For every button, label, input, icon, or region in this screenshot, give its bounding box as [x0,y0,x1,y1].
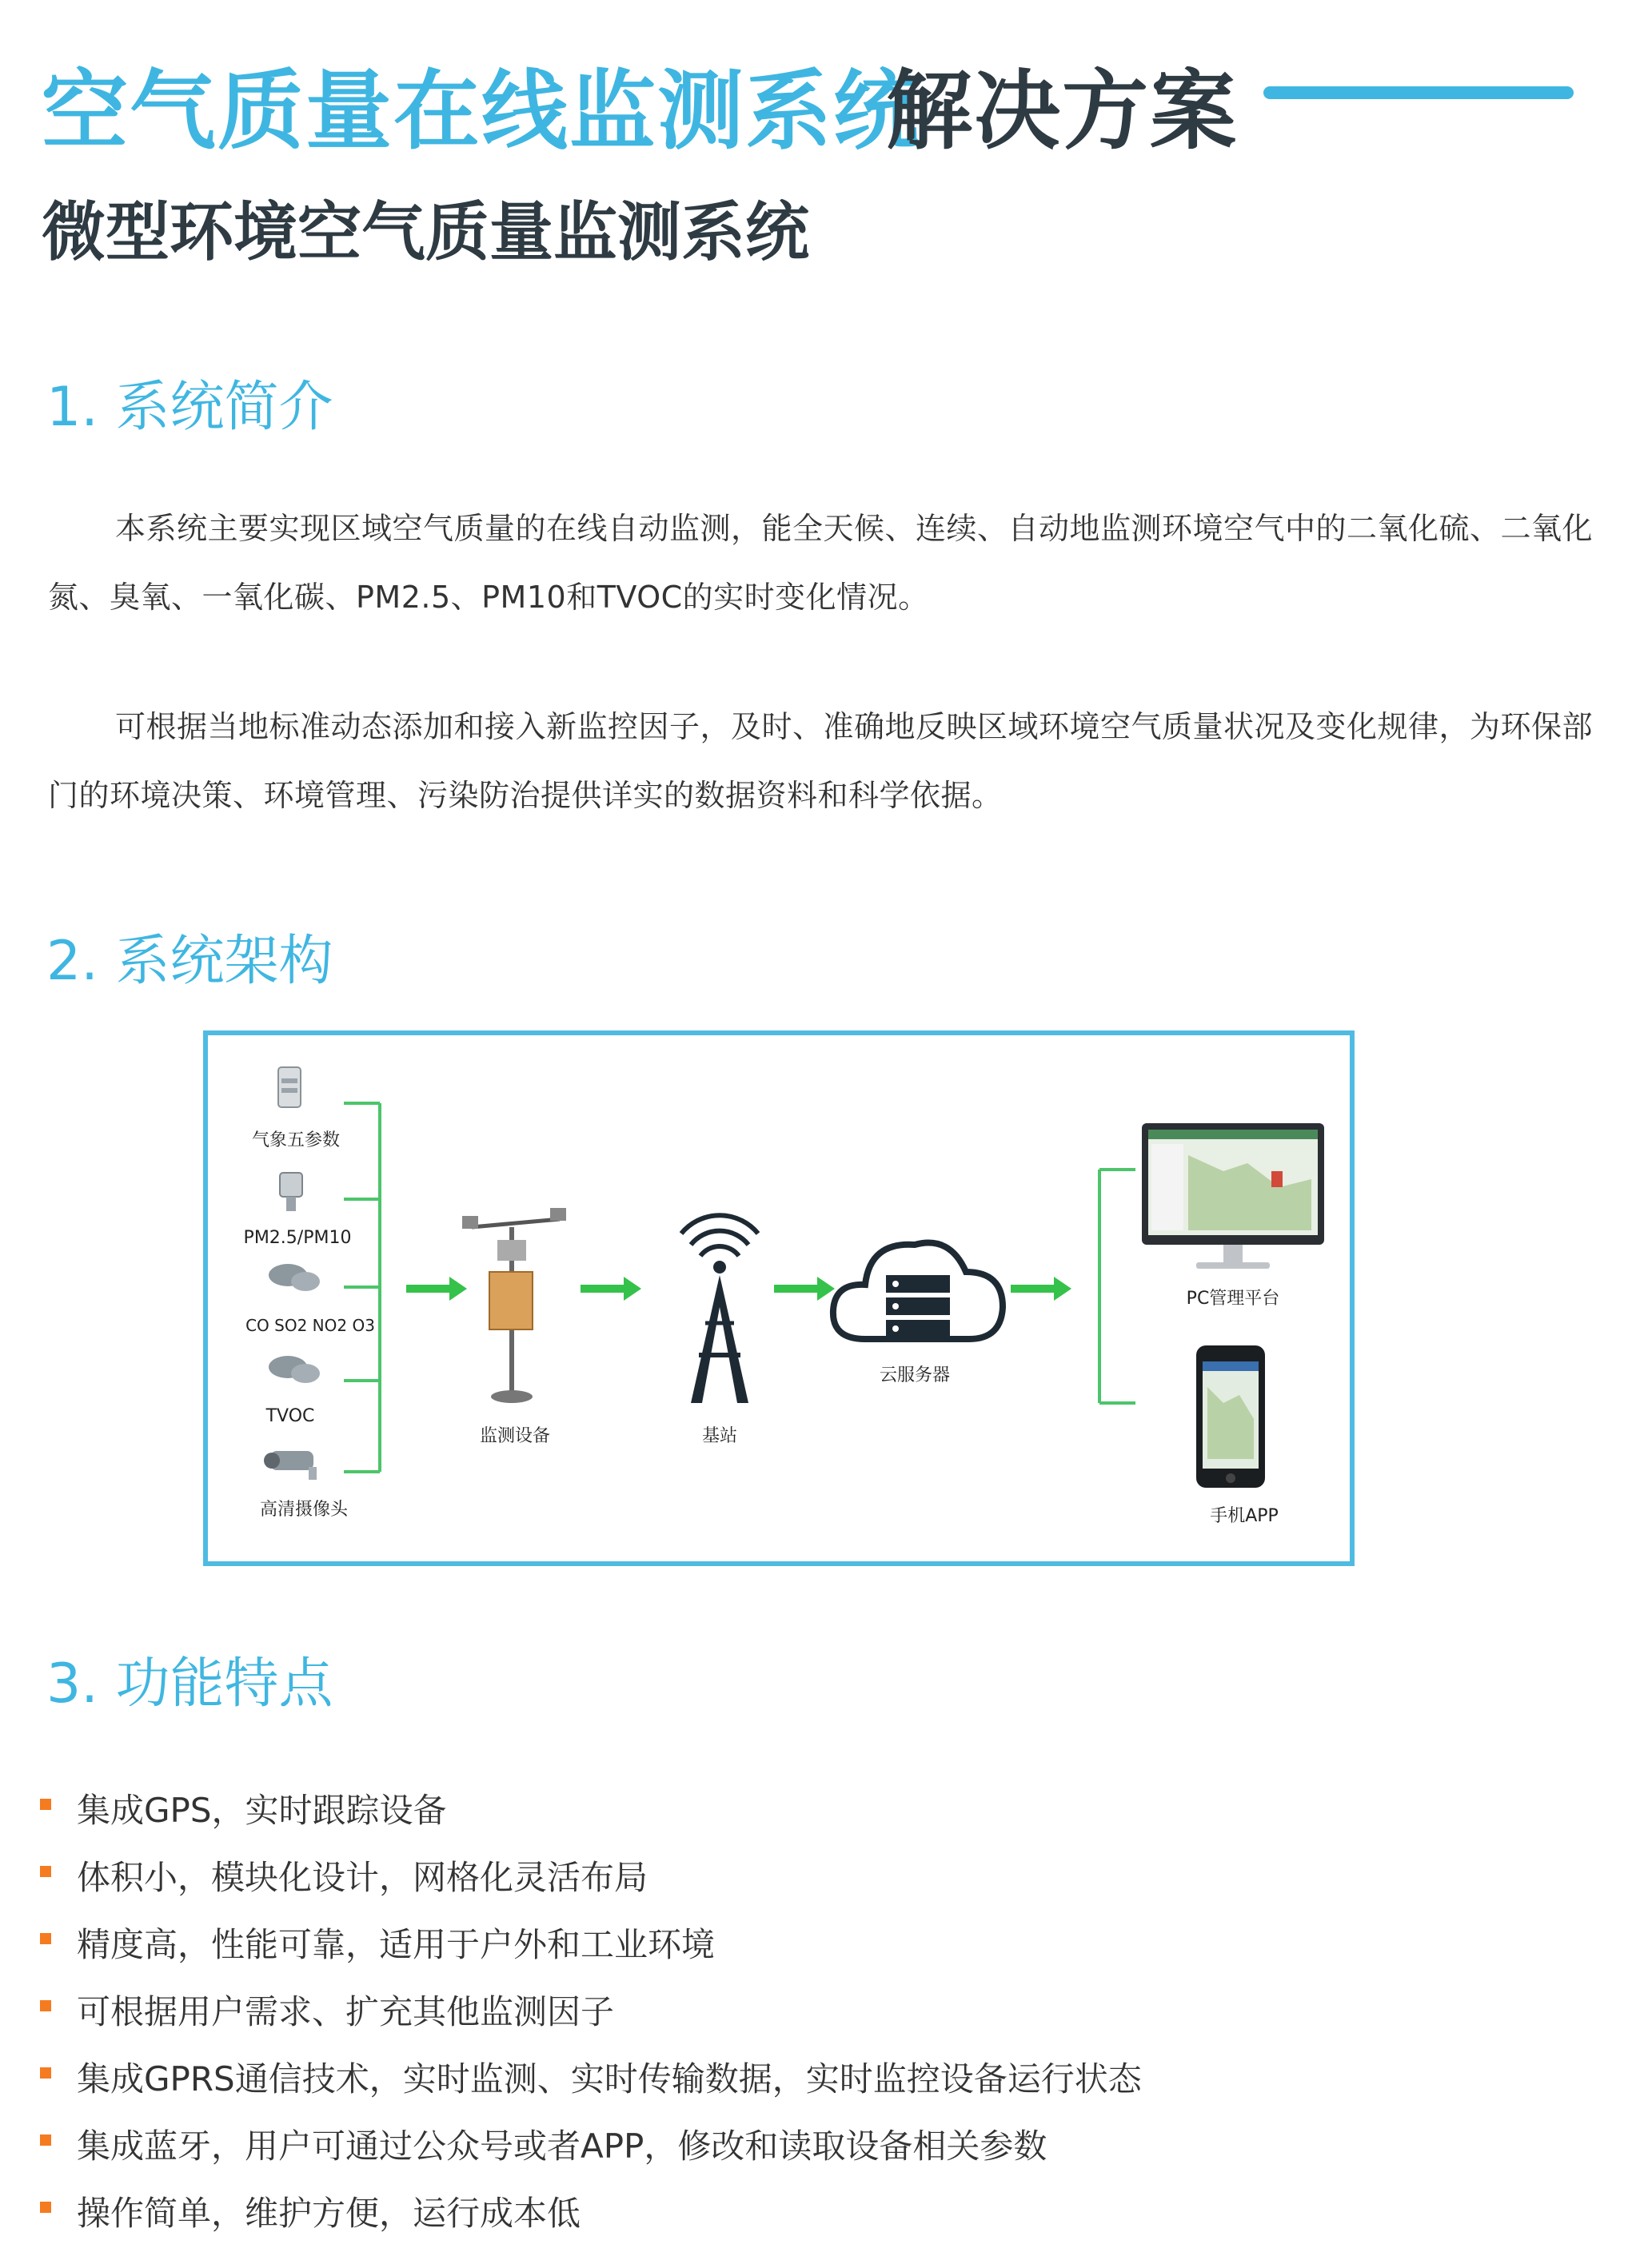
app-label: 手机APP [1210,1506,1279,1526]
station-label: 基站 [701,1426,738,1446]
feature-item [77,1986,614,2034]
architecture-diagram-svg [208,1035,1350,1561]
pc-monitor-icon [1142,1123,1324,1269]
feature-item [77,1851,648,1899]
cloud-label: 云服务器 [879,1365,951,1385]
architecture-diagram [203,1030,1355,1566]
weather-sensor-icon [278,1067,301,1107]
title-divider [1263,86,1574,99]
sensor-label-weather: 气象五参数 [251,1130,341,1150]
feature-item [77,2187,581,2235]
intro-paragraph-2: 可根据当地标准动态添加和接入新监控因子，及时、准确地反映区域环境空气质量状况及变化规律，为环保部门的环境决策、环境管理、污染防治提供详实的数据资料和科学依据。 [48,709,1594,813]
sensor-label-tvoc: TVOC [265,1406,315,1426]
section-heading-intro: 1. 系统简介 [46,376,333,439]
page-title-main: 空气质量在线监测系统 [42,62,922,161]
feature-text: 集成GPS，实时跟踪设备 [77,1791,447,1830]
mobile-phone-icon [1196,1345,1265,1488]
feature-item [77,2053,1142,2101]
sensor-label-pm: PM2.5/PM10 [243,1228,352,1248]
page-subtitle: 微型环境空气质量监测系统 [42,195,809,269]
section-heading-features: 3. 功能特点 [46,1652,333,1716]
feature-item [77,1784,447,1832]
device-label: 监测设备 [479,1426,551,1446]
feature-text: 可根据用户需求、扩充其他监测因子 [77,1992,615,2031]
bullet-square-icon [40,1933,51,1944]
section-heading-architecture: 2. 系统架构 [46,930,333,993]
feature-text: 体积小，模块化设计，网格化灵活布局 [77,1858,648,1897]
feature-item [77,1919,715,1967]
feature-item [77,2120,1047,2168]
bullet-square-icon [40,1799,51,1810]
bullet-square-icon [40,2134,51,2146]
bullet-square-icon [40,2000,51,2011]
feature-text: 操作简单，维护方便，运行成本低 [77,2194,581,2233]
gas-sensor-icon [269,1264,320,1291]
intro-paragraph-1: 本系统主要实现区域空气质量的在线自动监测，能全天候、连续、自动地监测环境空气中的二氧化硫、二氧化氮、臭氧、一氧化碳、PM2.5、PM10和TVOC的实时变化情况。 [48,511,1594,615]
pc-label: PC管理平台 [1186,1289,1280,1309]
base-station-icon [681,1215,758,1403]
feature-text: 精度高，性能可靠，适用于户外和工业环境 [77,1925,716,1964]
bullet-square-icon [40,2067,51,2079]
page-title-suffix: 解决方案 [886,62,1239,161]
cloud-server-icon [833,1243,1003,1339]
camera-icon [264,1451,317,1480]
tvoc-sensor-icon [269,1356,320,1383]
pm-sensor-icon [280,1173,302,1211]
feature-text: 集成GPRS通信技术，实时监测、实时传输数据，实时监控设备运行状态 [77,2059,1142,2099]
bullet-square-icon [40,2202,51,2213]
sensor-label-gas: CO SO2 NO2 O3 [245,1316,375,1335]
sensor-label-camera: 高清摄像头 [259,1500,349,1520]
bullet-square-icon [40,1866,51,1877]
monitoring-device-icon [462,1208,566,1403]
feature-text: 集成蓝牙，用户可通过公众号或者APP，修改和读取设备相关参数 [77,2126,1047,2166]
